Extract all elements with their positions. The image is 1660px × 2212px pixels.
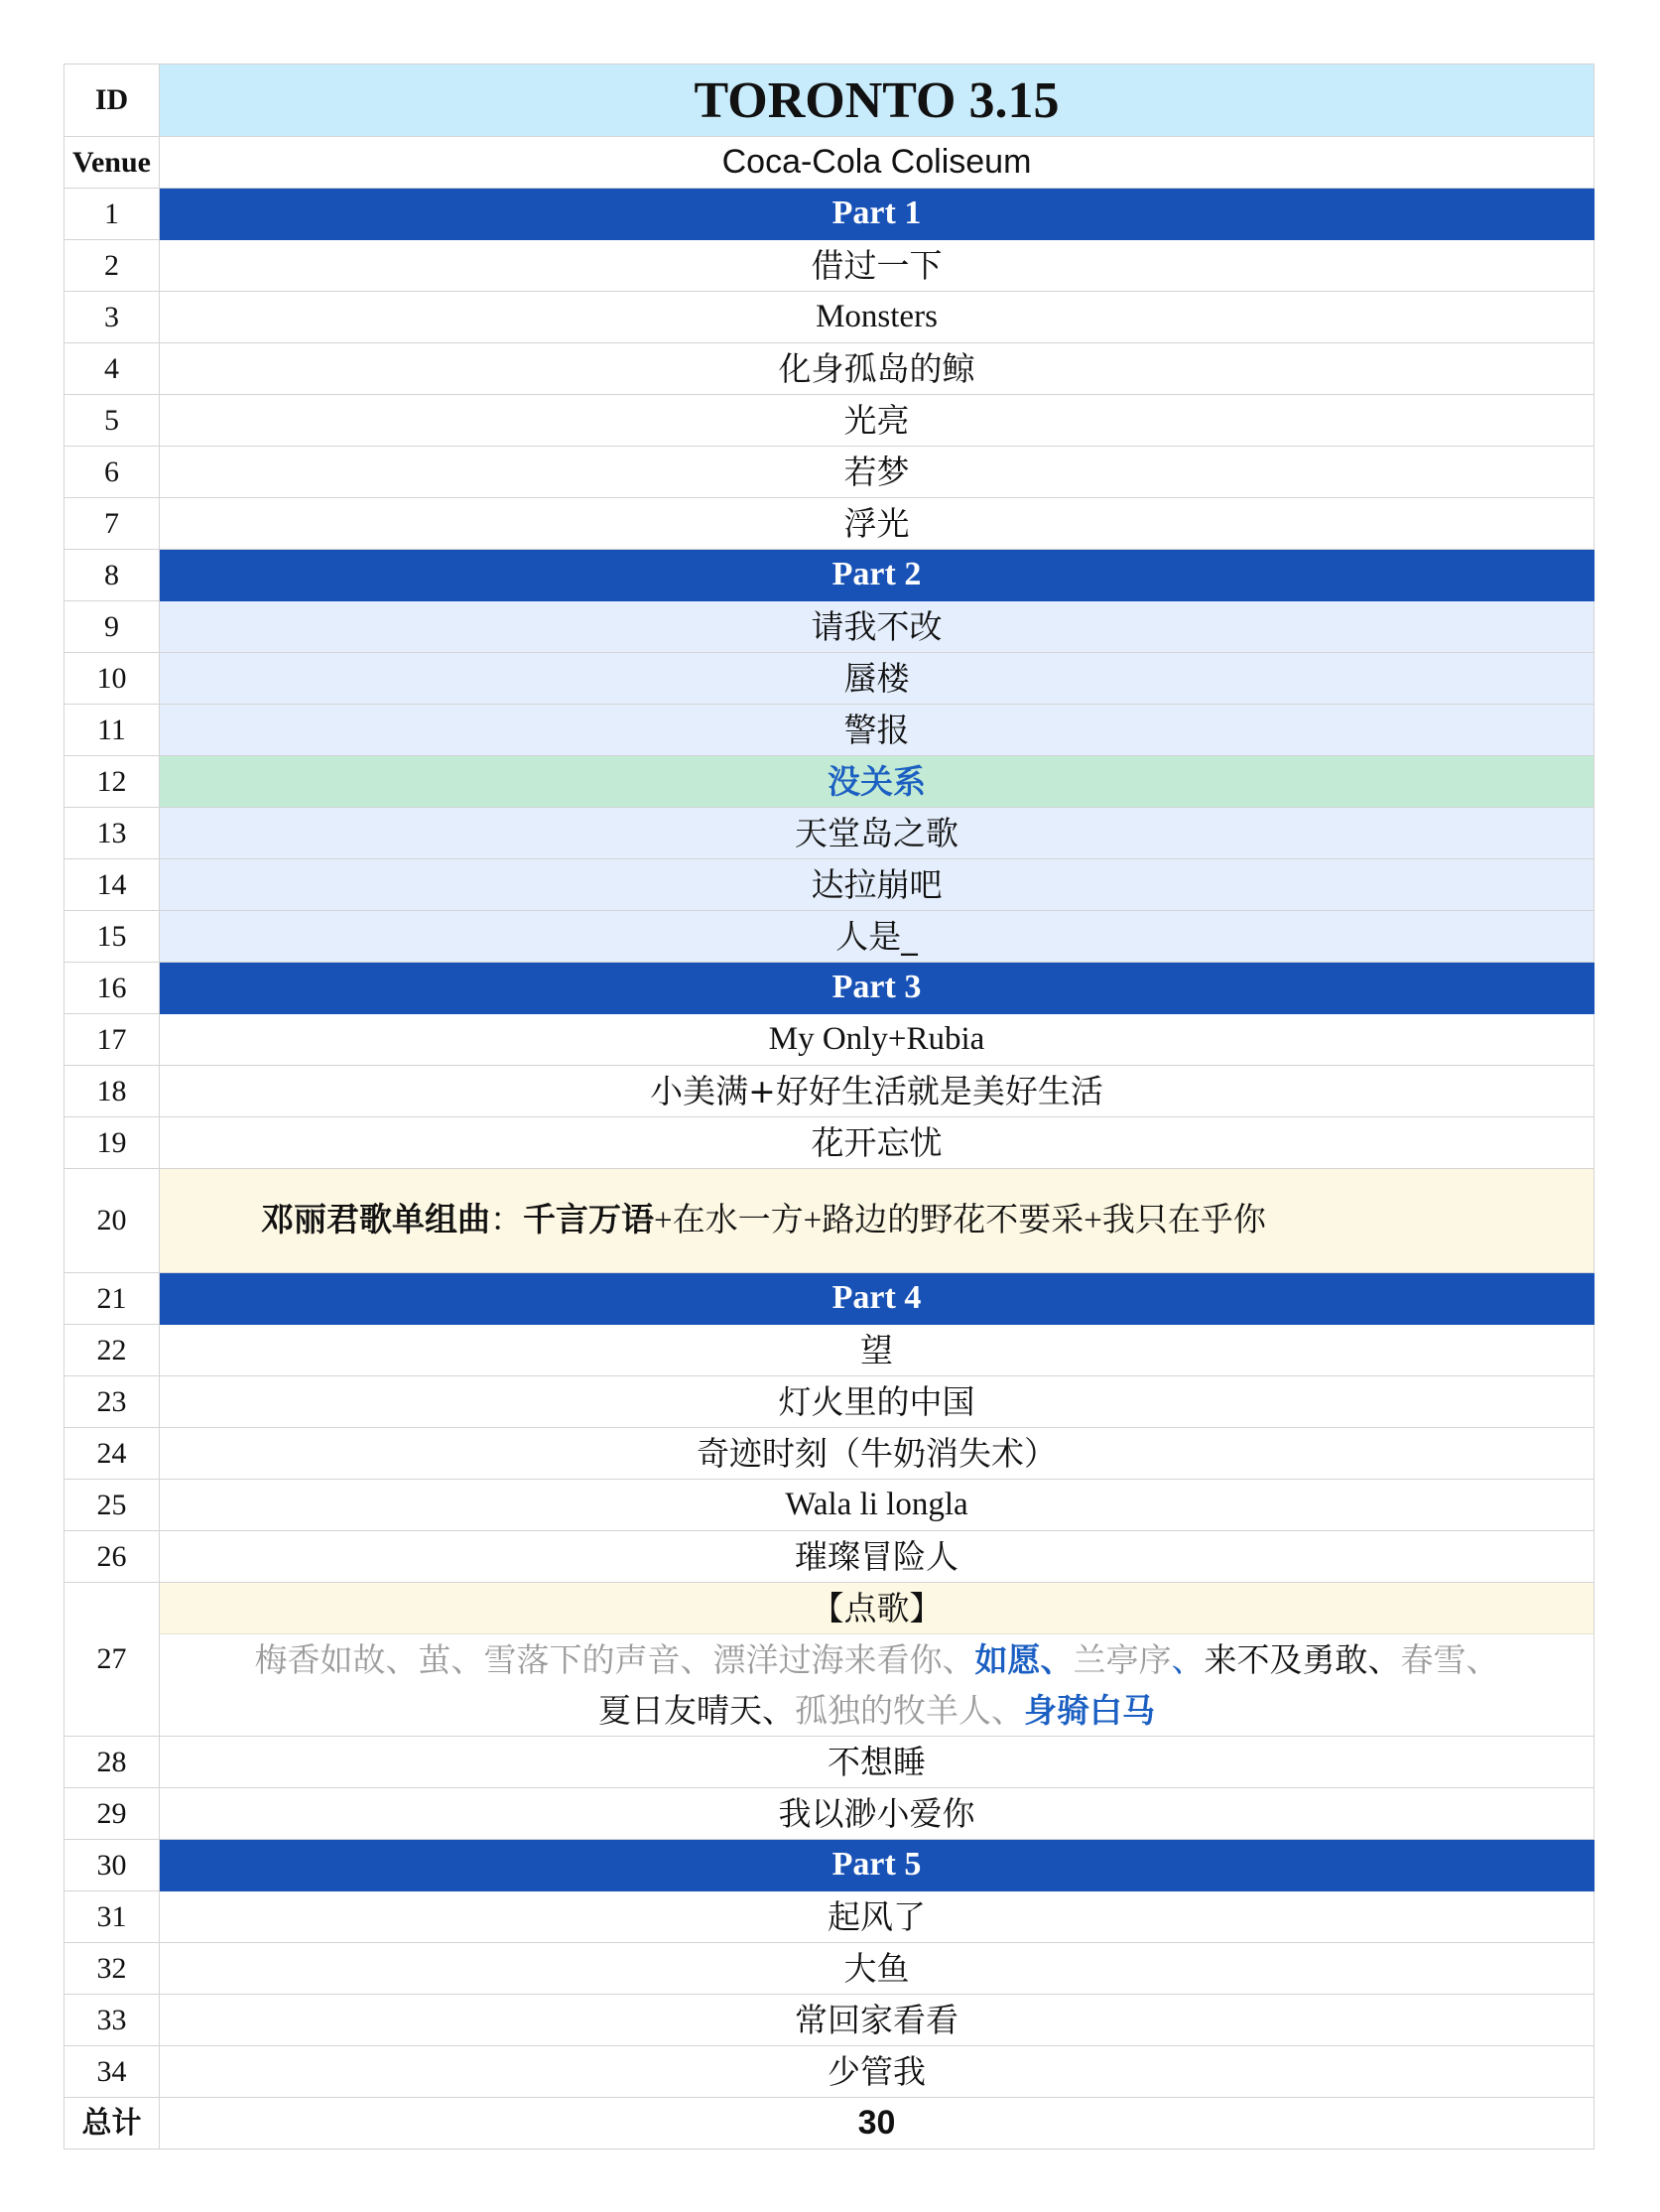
row-id: 19 [64,1117,160,1169]
song-title: 化身孤岛的鲸 [160,343,1595,395]
row-id: 9 [64,601,160,653]
request-song-chosen: 如愿、 [974,1640,1074,1679]
row-id: 22 [64,1325,160,1376]
part-header: Part 5 [160,1840,1595,1891]
song-title: My Only+Rubia [160,1014,1595,1066]
song-title: 起风了 [160,1891,1595,1943]
song-title: Monsters [160,292,1595,343]
song-row [64,447,1595,498]
row-id: 18 [64,1066,160,1117]
medley-cell [160,1169,1595,1273]
row-id: 21 [64,1273,160,1325]
medley-colon: ： [490,1200,523,1239]
row-id: 30 [64,1840,160,1891]
song-title: 警报 [160,705,1595,756]
row-id: 15 [64,911,160,963]
song-row [64,911,1595,963]
request-line [174,1685,1580,1736]
row-id: 16 [64,963,160,1014]
part-header: Part 3 [160,963,1595,1014]
row-id: 31 [64,1891,160,1943]
song-title: 灯火里的中国 [160,1376,1595,1428]
medley-label: 邓丽君歌单组曲 [261,1200,490,1239]
song-row [64,498,1595,550]
part-row-1 [64,189,1595,240]
row-id: 5 [64,395,160,447]
venue-label: Venue [64,137,160,189]
setlist-table [64,64,1595,2149]
row-id: 29 [64,1788,160,1840]
song-row [64,859,1595,911]
row-id: 20 [64,1169,160,1273]
request-title: 【点歌】 [160,1583,1594,1634]
request-songs: 夏日友晴天、 [598,1691,795,1730]
row-id: 8 [64,550,160,601]
request-list [160,1634,1594,1736]
song-row [64,1480,1595,1531]
row-id: 10 [64,653,160,705]
song-row [64,1066,1595,1117]
song-row [64,1891,1595,1943]
medley-song: 路边的野花不要采 [822,1200,1085,1239]
title-row [64,65,1595,137]
song-title: 光亮 [160,395,1595,447]
song-title: 奇迹时刻（牛奶消失术） [160,1428,1595,1480]
row-id: 3 [64,292,160,343]
part-row-4 [64,1273,1595,1325]
song-row [64,1014,1595,1066]
row-id: 28 [64,1737,160,1788]
song-row [64,395,1595,447]
medley-song: 在水一方 [672,1200,804,1239]
request-songs: 梅香如故、茧、雪落下的声音、漂洋过海来看你、 [254,1640,975,1679]
total-label: 总计 [64,2098,160,2149]
total-row [64,2098,1595,2149]
song-title: 蜃楼 [160,653,1595,705]
song-row-highlighted [64,756,1595,808]
request-songs: 兰亭序 [1073,1640,1172,1679]
request-songs: 春雪、 [1400,1640,1499,1679]
row-id: 17 [64,1014,160,1066]
row-id: 4 [64,343,160,395]
page-title: TORONTO 3.15 [160,65,1595,137]
song-title: 人是_ [160,911,1595,963]
row-id: 33 [64,1995,160,2046]
song-title: 借过一下 [160,240,1595,292]
row-id: 12 [64,756,160,808]
medley-song: 我只在乎你 [1101,1200,1266,1239]
song-title: 望 [160,1325,1595,1376]
medley-row [64,1169,1595,1273]
song-row [64,705,1595,756]
song-row [64,1788,1595,1840]
song-title: 花开忘忧 [160,1117,1595,1169]
row-id: 34 [64,2046,160,2098]
song-title: 大鱼 [160,1943,1595,1995]
row-id: 2 [64,240,160,292]
song-title: 没关系 [160,756,1595,808]
row-id: 1 [64,189,160,240]
song-title: 常回家看看 [160,1995,1595,2046]
row-id: 24 [64,1428,160,1480]
song-title: 达拉崩吧 [160,859,1595,911]
total-value: 30 [160,2098,1595,2149]
row-id: 25 [64,1480,160,1531]
song-title: 请我不改 [160,601,1595,653]
medley-plus: + [1084,1203,1102,1239]
row-id: 32 [64,1943,160,1995]
song-row [64,601,1595,653]
song-row [64,292,1595,343]
song-row [64,1376,1595,1428]
song-row [64,1428,1595,1480]
song-row [64,1737,1595,1788]
song-row [64,1117,1595,1169]
row-id: 14 [64,859,160,911]
song-title: 天堂岛之歌 [160,808,1595,859]
song-title: 少管我 [160,2046,1595,2098]
song-row [64,1943,1595,1995]
song-row [64,1995,1595,2046]
request-cell [160,1583,1595,1737]
venue-row [64,137,1595,189]
row-id: 26 [64,1531,160,1583]
song-title: 不想睡 [160,1737,1595,1788]
id-header: ID [64,65,160,137]
song-row [64,343,1595,395]
part-row-5 [64,1840,1595,1891]
request-row [64,1583,1595,1737]
row-id: 6 [64,447,160,498]
part-header: Part 4 [160,1273,1595,1325]
song-title: 若梦 [160,447,1595,498]
part-row-2 [64,550,1595,601]
row-id: 7 [64,498,160,550]
song-title: Wala li longla [160,1480,1595,1531]
row-id: 11 [64,705,160,756]
row-id: 27 [64,1583,160,1737]
song-title: 璀璨冒险人 [160,1531,1595,1583]
song-row [64,1325,1595,1376]
request-line [174,1634,1580,1685]
request-songs: 来不及勇敢、 [1204,1640,1401,1679]
song-title: 浮光 [160,498,1595,550]
request-song-chosen: 身骑白马 [1024,1691,1155,1730]
song-row [64,1531,1595,1583]
row-id: 23 [64,1376,160,1428]
song-row [64,240,1595,292]
part-header: Part 2 [160,550,1595,601]
song-row [64,808,1595,859]
song-row [64,2046,1595,2098]
song-row [64,653,1595,705]
request-separator: 、 [1171,1640,1205,1679]
song-title: 我以渺小爱你 [160,1788,1595,1840]
venue-name: Coca-Cola Coliseum [160,137,1595,189]
medley-plus: + [803,1203,823,1239]
part-header: Part 1 [160,189,1595,240]
part-row-3 [64,963,1595,1014]
medley-plus: + [654,1203,673,1239]
medley-song: 千言万语 [523,1200,654,1239]
request-songs: 孤独的牧羊人、 [795,1691,1024,1730]
song-title: 小美满+好好生活就是美好生活 [160,1066,1595,1117]
row-id: 13 [64,808,160,859]
